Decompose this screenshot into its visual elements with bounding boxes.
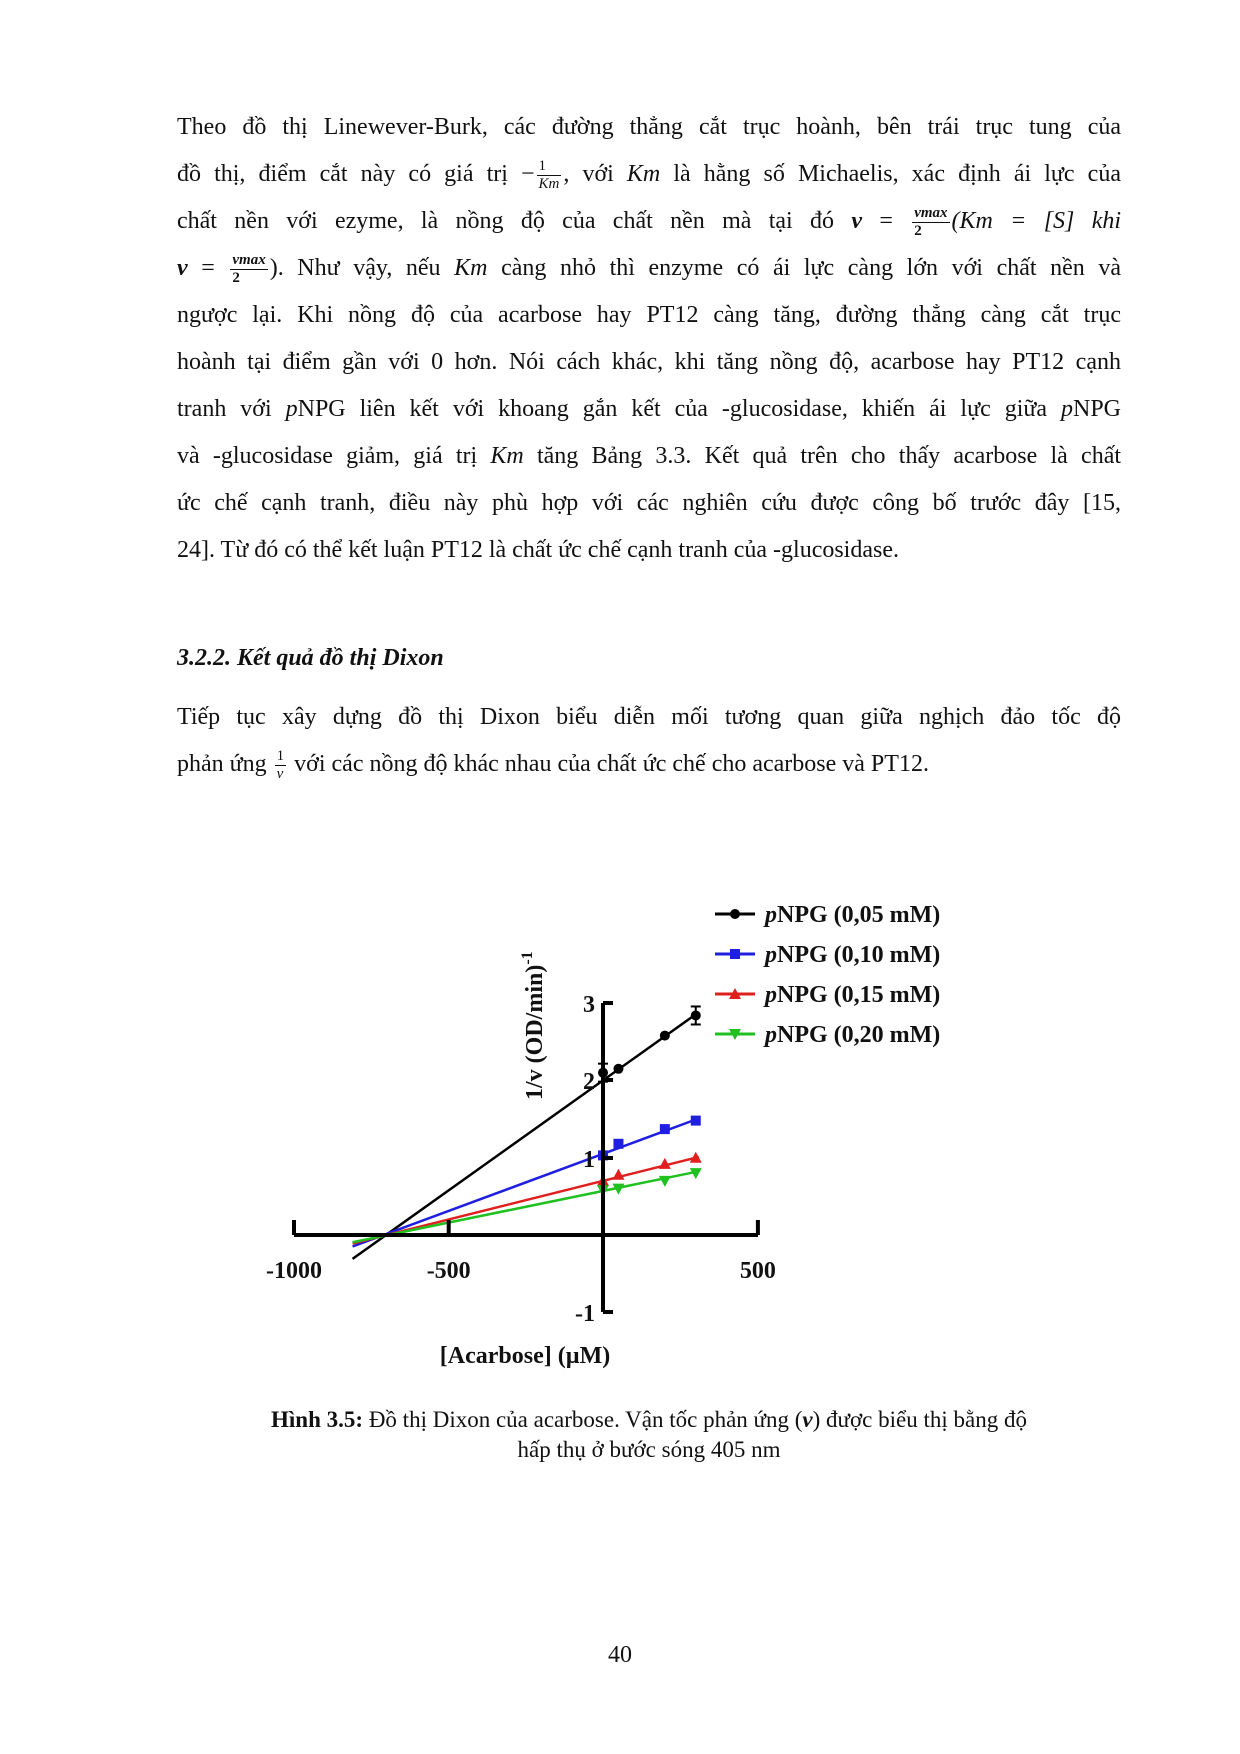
dixon-plot [220,900,1080,1390]
y-tick-label: 2 [583,1069,595,1095]
data-point [659,1176,671,1187]
legend-label: pNPG (0,05 mM) [765,902,941,928]
text-line: ức chế cạnh tranh, điều này phù hợp với các nghiên cứu được công bố trước đây [15, [177,490,1121,516]
text-line: đồ thị, điểm cắt này có giá trị − $\frac{1}{Km}$ , với Km là hằng số Michaelis, xác định ái lực của [177,157,1121,192]
data-markers [597,1006,702,1196]
x-tick-label: -1000 [266,1258,322,1284]
y-axis-label-exponent: -1 [519,951,536,965]
text-line: Theo đồ thị Linewever-Burk, các đường thẳng cắt trục hoành, bên trái trục tung của [177,114,1121,140]
text-line: và -glucosidase giảm, giá trị Km tăng Bảng 3.3. Kết quả trên cho thấy acarbose là chất [177,443,1121,469]
x-tick-label: 500 [739,1258,776,1284]
y-tick-label: -1 [575,1301,595,1327]
y-axis-label: 1/v $(OD/\min)^{-1}$ [519,951,548,1100]
legend-marker [730,949,740,959]
data-point [613,1064,623,1074]
paragraph-dixon-intro [177,694,1121,788]
x-tick-label: -500 [426,1258,471,1284]
legend-label: pNPG (0,20 mM) [765,1022,941,1048]
fraction-vmax-over-2: $\frac{vmax}{2}$ [232,251,266,286]
text-line: hoành tại điểm gần với 0 hơn. Nói cách khác, khi tăng nồng độ, acarbose hay PT12 cạnh [177,349,1121,375]
section-heading: 3.2.2. Kết quả đồ thị Dixon [177,645,444,671]
caption-line-2: hấp thụ ở bước sóng 405 nm [517,1437,781,1462]
data-point [691,1116,701,1126]
x-axis-label: [Acarbose] (µM) [439,1343,611,1369]
fraction-one-over-km: $\frac{1}{Km}$ [538,157,560,192]
text-line: 24]. Từ đó có thể kết luận PT12 là chất ức chế cạnh tranh của -glucosidase. [177,537,899,563]
data-point [660,1031,670,1041]
text-line: Tiếp tục xây dựng đồ thị Dixon biểu diễn mối tương quan giữa nghịch đảo tốc độ [177,704,1121,730]
text-line: phản ứng $\frac{1}{v}$ với các nồng độ khác nhau của chất ức chế cho acarbose và PT12. [177,747,929,782]
text-line: ngược lại. Khi nồng độ của acarbose hay PT12 càng tăng, đường thẳng càng cắt trục [177,302,1121,328]
legend-marker [730,909,740,919]
legend-label: pNPG (0,15 mM) [765,982,941,1008]
data-point [612,1169,624,1180]
page-number: 40 [608,1642,632,1668]
data-point [660,1124,670,1134]
fraction-vmax-over-2: $\frac{vmax}{2}$ [914,204,948,239]
text-line: chất nền với ezyme, là nồng độ của chất nền mà tại đó v = $\frac{vmax}{2}$ (Km = [S] khi [177,204,1121,239]
text-line: v = $\frac{vmax}{2}$ ). Như vậy, nếu Km càng nhỏ thì enzyme có ái lực càng lớn với chất nền và [177,251,1121,286]
y-tick-label: 3 [583,992,595,1018]
y-tick-label: 1 [583,1147,595,1173]
legend-label: pNPG (0,10 mM) [765,942,941,968]
figure-caption [177,1405,1121,1465]
caption-line-1: Hình 3.5: Đồ thị Dixon của acarbose. Vận tốc phản ứng (v) được biểu thị bằng độ [271,1407,1027,1432]
data-point [613,1139,623,1149]
legend [715,902,940,1048]
text-line: tranh với pNPG liên kết với khoang gắn kết của -glucosidase, khiến ái lực giữa pNPG [177,396,1121,422]
fraction-one-over-v: $\frac{1}{v}$ [276,747,285,782]
data-point [690,1152,702,1163]
paragraph-linewever-burk [177,104,1121,574]
caption-label: Hình 3.5: [271,1407,364,1432]
